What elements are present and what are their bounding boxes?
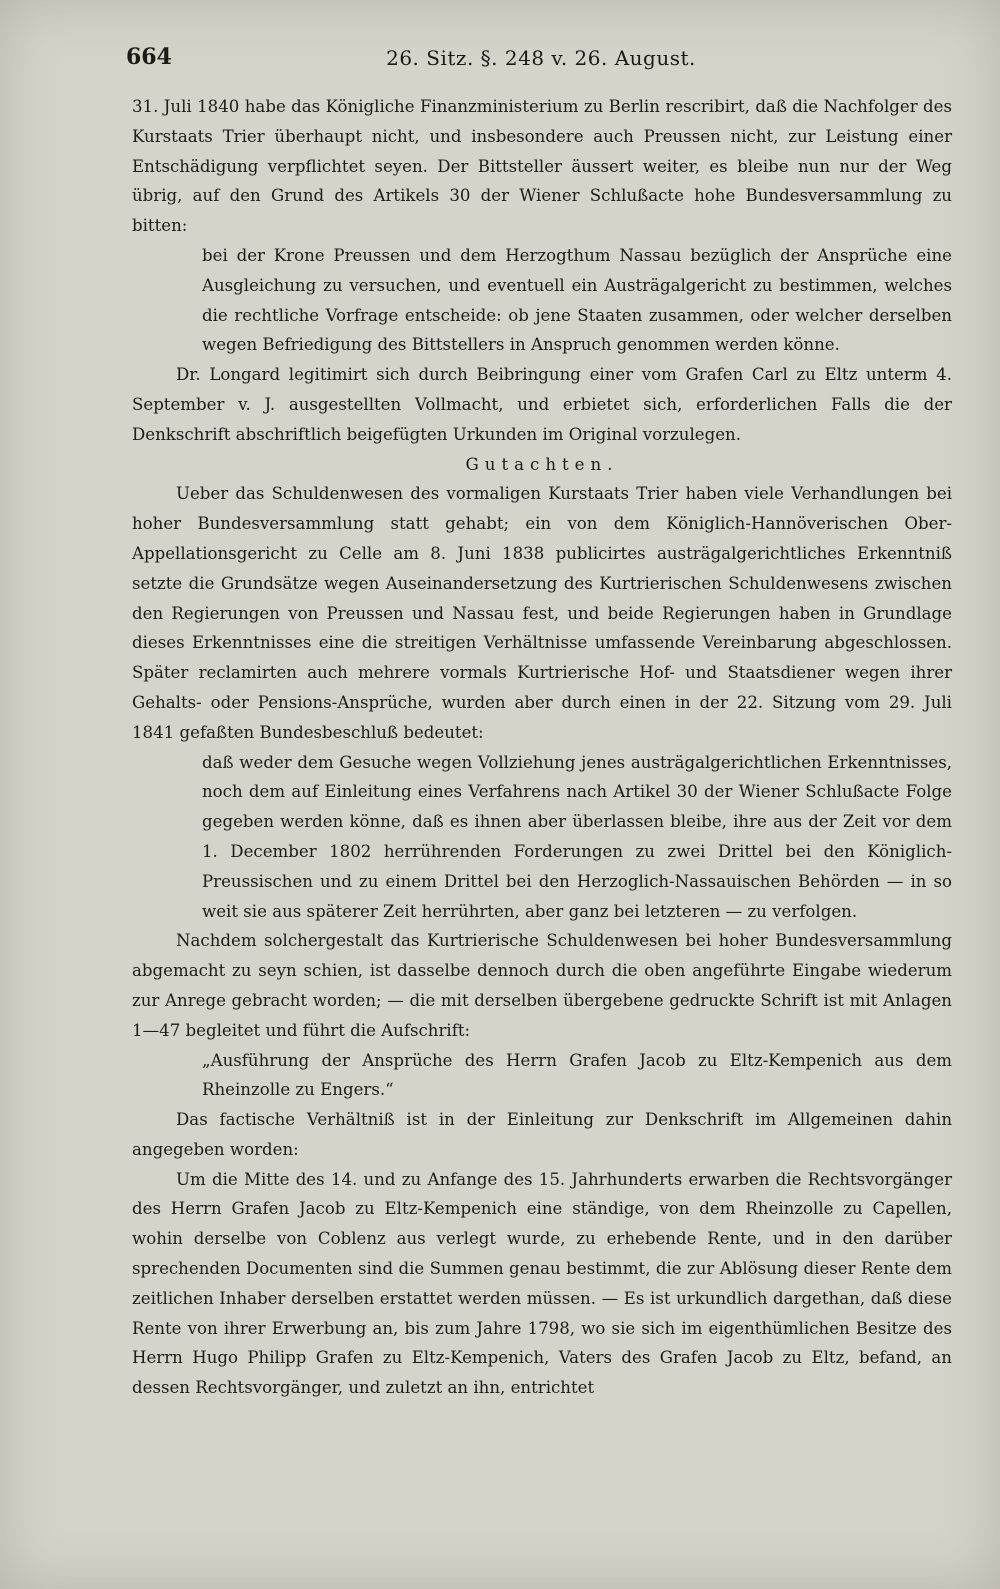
running-head: 26. Sitz. §. 248 v. 26. August. [386, 46, 696, 70]
page-number: 664 [126, 44, 172, 70]
block-quote: daß weder dem Gesuche wegen Vollziehung jenes austrägalgerichtlichen Erkenntnisses, noch dem auf Einleitung eines Verfahrens nach Artikel 30 der Wiener Schlußacte Folge gegeben werden könne, daß es ihnen aber überlassen bleibe, ihre aus der Zeit vor dem 1. December 1802 herrührenden Forderungen zu zwei Drittel bei den Königlich-Preussischen und zu einem Drittel bei den Herzoglich-Nassauischen Behörden — in so weit sie aus späterer Zeit herrührten, aber ganz bei letzteren — zu verfolgen. [202, 752, 952, 921]
paragraph: Nachdem solchergestalt das Kurtrierische Schuldenwesen bei hoher Bundesversammlung abgemacht zu seyn schien, ist dasselbe dennoch durch die oben angeführte Eingabe wiederum zur Anrege gebracht worden; — die mit derselben übergebene gedruckte Schrift ist mit Anlagen 1—47 begleitet und führt die Aufschrift: [132, 931, 952, 1040]
paragraph: Das factische Verhältniß ist in der Einleitung zur Denkschrift im Allgemeinen dahin angegeben worden: [132, 1110, 952, 1159]
block-quote: „Ausführung der Ansprüche des Herrn Grafen Jacob zu Eltz-Kempenich aus dem Rheinzolle zu Engers.“ [202, 1050, 952, 1100]
block-quote: bei der Krone Preussen und dem Herzogthum Nassau bezüglich der Ansprüche eine Ausgleichung zu versuchen, und eventuell ein Austrägalgericht zu bestimmen, welches die rechtliche Vorfrage entscheide: ob jene Staaten zusammen, oder welcher derselben wegen Befriedigung des Bittstellers in Anspruch genommen werden könne. [202, 245, 952, 355]
body-text [132, 92, 952, 1403]
paragraph: Um die Mitte des 14. und zu Anfange des 15. Jahrhunderts erwarben die Rechtsvorgänger des Herrn Grafen Jacob zu Eltz-Kempenich eine ständige, von dem Rheinzolle zu Capellen, wohin derselbe von Coblenz aus verlegt wurde, zu erhebende Rente, und in den darüber sprechenden Documenten sind die Summen genau bestimmt, die zur Ablösung dieser Rente dem zeitlichen Inhaber derselben erstattet werden müssen. — Es ist urkundlich dargethan, daß diese Rente von ihrer Erwerbung an, bis zum Jahre 1798, wo sie sich im eigenthümlichen Besitze des Herrn Hugo Philipp Grafen zu Eltz-Kempenich, Vaters des Grafen Jacob zu Eltz, befand, an dessen Rechtsvorgänger, und zuletzt an ihn, entrichtet [132, 1169, 952, 1398]
page-header [126, 44, 956, 80]
paragraph: 31. Juli 1840 habe das Königliche Finanzministerium zu Berlin rescribirt, daß die Nachfolger des Kurstaats Trier überhaupt nicht, und insbesondere auch Preussen nicht, zur Leistung einer Entschädigung verpflichtet seyen. Der Bittsteller äussert weiter, es bleibe nun nur der Weg übrig, auf den Grund des Artikels 30 der Wiener Schlußacte hohe Bundesversammlung zu bitten: [132, 97, 952, 236]
paragraph: Dr. Longard legitimirt sich durch Beibringung einer vom Grafen Carl zu Eltz unterm 4. September v. J. ausgestellten Vollmacht, und erbietet sich, erforderlichen Falls die der Denkschrift abschriftlich beigefügten Urkunden im Original vorzulegen. [132, 365, 952, 444]
paragraph: Ueber das Schuldenwesen des vormaligen Kurstaats Trier haben viele Verhandlungen bei hoher Bundesversammlung statt gehabt; ein von dem Königlich-Hannöverischen Ober-Appellationsgericht zu Celle am 8. Juni 1838 publicirtes austrägalgerichtliches Erkenntniß setzte die Grundsätze wegen Auseinandersetzung des Kurtrierischen Schuldenwesens zwischen den Regierungen von Preussen und Nassau fest, und beide Regierungen haben in Grundlage dieses Erkenntnisses eine die streitigen Verhältnisse umfassende Vereinbarung abgeschlossen. Später reclamirten auch mehrere vormals Kurtrierische Hof- und Staatsdiener wegen ihrer Gehalts- oder Pensions-Ansprüche, wurden aber durch einen in der 22. Sitzung vom 29. Juli 1841 gefaßten Bundesbeschluß bedeutet: [132, 484, 952, 742]
section-heading: Gutachten. [465, 454, 619, 474]
